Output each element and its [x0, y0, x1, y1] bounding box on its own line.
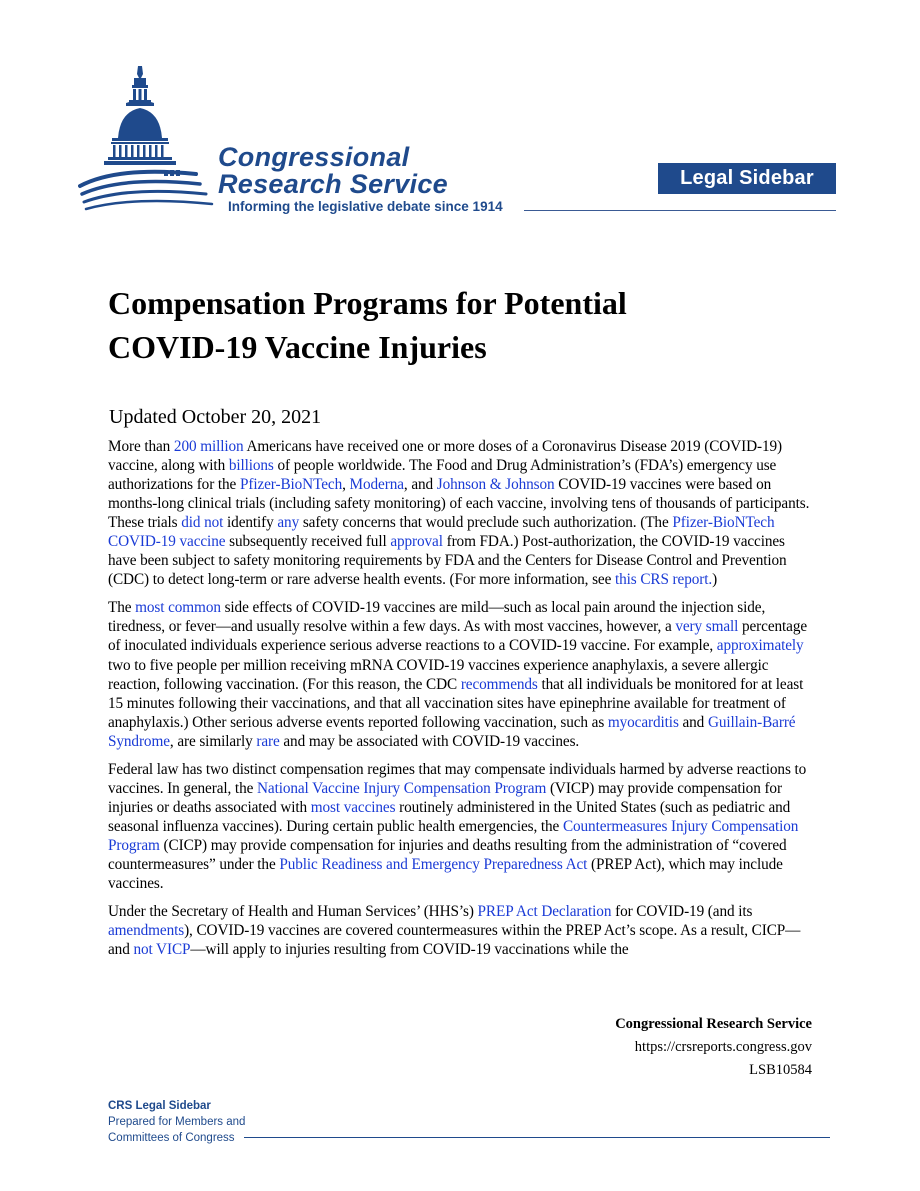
body-text: ), COVID-19 vaccines are covered countermeasures within the PREP Act’s scope. As a result, CICP—and: [108, 922, 801, 959]
footer-report-code: LSB10584: [749, 1062, 812, 1078]
org-name-line1: Congressional: [218, 142, 410, 172]
footer-org: Congressional Research Service: [615, 1016, 812, 1032]
inline-link[interactable]: Johnson & Johnson: [436, 476, 555, 494]
inline-link[interactable]: most vaccines: [310, 798, 396, 816]
inline-link[interactable]: Guillain-Barré Syndrome: [108, 713, 796, 750]
body-text: Under the Secretary of Health and Human Services’ (HHS’s): [108, 903, 478, 921]
body-text: two to five people per million receiving mRNA COVID-19 vaccines experience anaphylaxis, a severe allergic reaction, following vaccination. (For this reason, the CDC: [108, 656, 769, 693]
footer-publisher-info: [520, 1013, 812, 1082]
inline-link[interactable]: this CRS report.: [614, 571, 713, 589]
body-text: (CICP) may provide compensation for injuries and deaths resulting from the administration of “covered countermeasures” under the: [108, 836, 787, 873]
body-text: of people worldwide. The Food and Drug Administration’s (FDA’s) emergency use authorizations for the: [108, 457, 777, 494]
body-text: subsequently received full: [225, 533, 391, 551]
body-text: , and: [403, 476, 437, 494]
inline-link[interactable]: rare: [256, 732, 280, 750]
body-text: ): [712, 571, 718, 589]
body-text: ,: [342, 476, 350, 494]
org-name: [218, 144, 448, 198]
inline-link[interactable]: very small: [675, 618, 739, 636]
body-text: Americans have received one or more doses of a Coronavirus Disease 2019 (COVID-19) vaccine, along with: [108, 438, 782, 475]
body-text: that all individuals be monitored for at least 15 minutes following their vaccinations, and that all vaccination sites have epinephrine available for treatment of anaphylaxis.) Other serious adverse events reported following vaccination, such as: [108, 675, 804, 731]
body-text: percentage of inoculated individuals experience serious adverse reactions to a COVID-19 vaccine. For example,: [108, 618, 808, 655]
body-text: —will apply to injuries resulting from COVID-19 vaccinations while the: [190, 941, 629, 959]
inline-link[interactable]: Pfizer-BioNTech: [239, 476, 343, 494]
page-title: [108, 281, 808, 369]
inline-link[interactable]: PREP Act Declaration: [477, 903, 612, 921]
legal-sidebar-badge: Legal Sidebar: [658, 163, 836, 194]
footer-series-line2: Prepared for Members and: [108, 1116, 246, 1128]
inline-link[interactable]: recommends: [460, 675, 538, 693]
inline-link[interactable]: amendments: [108, 922, 185, 940]
inline-link[interactable]: myocarditis: [607, 713, 679, 731]
body-paragraph: [108, 760, 816, 893]
body-text: and: [678, 713, 708, 731]
body-paragraph: [108, 598, 816, 750]
body-text: The: [108, 599, 136, 617]
body-text: (PREP Act), which may include vaccines.: [108, 855, 783, 893]
body-text: More than: [108, 438, 174, 455]
inline-link[interactable]: not VICP: [133, 941, 191, 959]
inline-link[interactable]: Public Readiness and Emergency Preparedness Act: [279, 855, 588, 873]
article-body: [108, 437, 816, 968]
footer-series-info: [108, 1098, 245, 1146]
body-paragraph: [108, 902, 816, 959]
org-tagline: Informing the legislative debate since 1914: [228, 199, 503, 214]
body-text: identify: [223, 514, 278, 532]
inline-link[interactable]: 200 million: [173, 438, 244, 455]
footer-url[interactable]: https://crsreports.congress.gov: [634, 1039, 812, 1055]
org-name-line2: Research Service: [218, 169, 448, 199]
body-text: and may be associated with COVID-19 vaccines.: [279, 732, 580, 750]
inline-link[interactable]: approval: [390, 533, 443, 551]
footer-divider: [244, 1137, 830, 1138]
title-line-1: Compensation Programs for Potential: [108, 285, 627, 321]
body-text: Federal law has two distinct compensation regimes that may compensate individuals harmed by adverse reactions to vaccines. In general, the: [108, 760, 807, 797]
inline-link[interactable]: Pfizer-BioNTech COVID-19 vaccine: [108, 514, 775, 551]
inline-link[interactable]: Countermeasures Injury Compensation Program: [108, 817, 799, 854]
footer-series-line3: Committees of Congress: [108, 1132, 235, 1144]
body-text: , are similarly: [169, 732, 257, 750]
inline-link[interactable]: did not: [181, 514, 224, 532]
inline-link[interactable]: approximately: [716, 637, 804, 655]
body-text: routinely administered in the United States (such as pediatric and seasonal influenza vaccines). During certain public health emergencies, the: [108, 798, 791, 835]
body-paragraph: [108, 437, 816, 589]
capitol-dome-logo-icon: [78, 66, 220, 216]
body-text: COVID-19 vaccines were based on months-long clinical trials (including safety monitoring) of each vaccine, involving tens of thousands of participants. These trials: [108, 476, 810, 532]
inline-link[interactable]: National Vaccine Injury Compensation Program: [256, 779, 547, 797]
inline-link[interactable]: most common: [135, 599, 221, 617]
body-text: for COVID-19 (and its: [611, 903, 753, 921]
body-text: from FDA.) Post-authorization, the COVID-19 vaccines have been subject to safety monitoring requirements by FDA and the Centers for Disease Control and Prevention (CDC) to detect long-term or rare adverse health events. (For more information, see: [108, 533, 787, 589]
inline-link[interactable]: any: [277, 514, 300, 532]
body-text: side effects of COVID-19 vaccines are mild—such as local pain around the injection side, tiredness, or fever—and usually resolve within a few days. As with most vaccines, however, a: [108, 599, 766, 636]
title-line-2: COVID-19 Vaccine Injuries: [108, 329, 487, 365]
body-text: safety concerns that would preclude such authorization. (The: [299, 514, 673, 532]
inline-link[interactable]: Moderna: [349, 476, 404, 494]
inline-link[interactable]: billions: [228, 457, 274, 475]
updated-date: Updated October 20, 2021: [109, 406, 322, 428]
header-divider: [524, 210, 836, 211]
body-text: (VICP) may provide compensation for injuries or deaths associated with: [108, 779, 782, 816]
footer-series-title: CRS Legal Sidebar: [108, 1100, 211, 1112]
